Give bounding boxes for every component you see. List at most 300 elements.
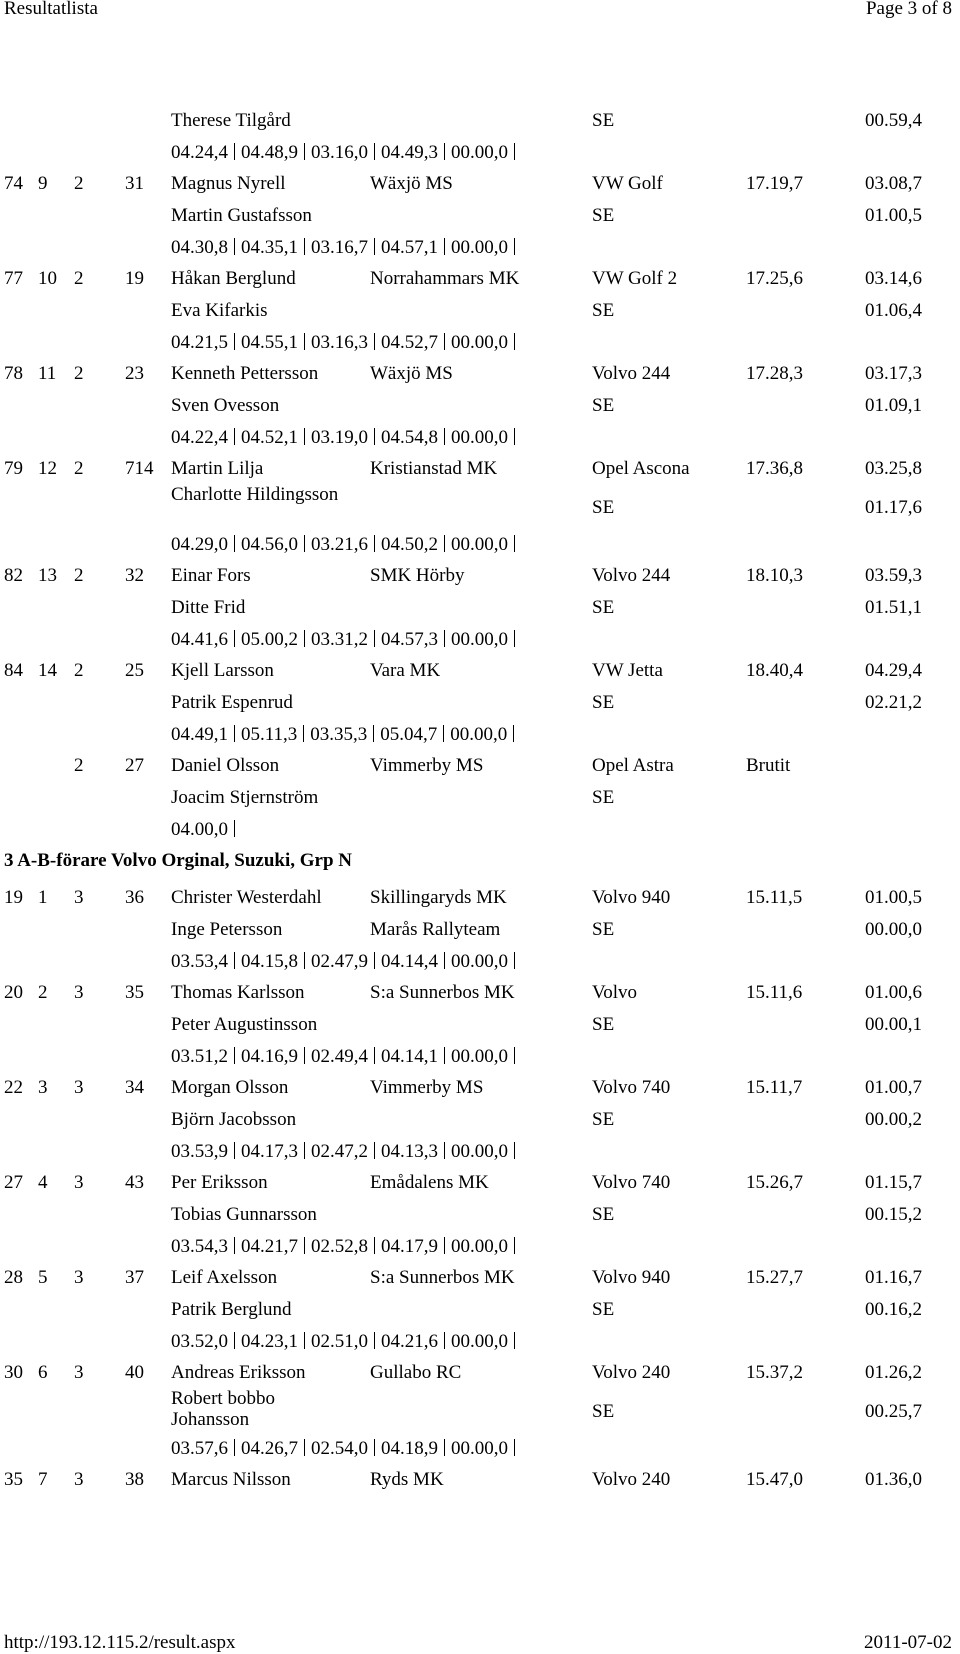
class-number: 2 (74, 458, 84, 479)
split-time: 04.57,1 (381, 237, 438, 258)
split-times (171, 1046, 521, 1068)
split-time: 04.55,1 (241, 332, 298, 353)
split-time: 00.00,0 (451, 951, 508, 972)
split-time: 03.31,2 (311, 629, 368, 650)
split-time: 04.26,7 (241, 1438, 298, 1459)
club-name: S:a Sunnerbos MK (370, 982, 515, 1003)
split-separator (374, 1142, 375, 1159)
class-position: 9 (38, 173, 48, 194)
split-separator (444, 1439, 445, 1456)
split-separator (444, 1237, 445, 1254)
total-time: 18.10,3 (746, 565, 803, 586)
split-time: 00.00,0 (451, 237, 508, 258)
split-times (171, 427, 521, 449)
split-separator (304, 143, 305, 160)
class-number: 3 (74, 887, 84, 908)
overall-position: 35 (4, 1469, 23, 1490)
split-separator (374, 428, 375, 445)
split-time: 02.49,4 (311, 1046, 368, 1067)
split-separator (514, 428, 515, 445)
split-separator (374, 630, 375, 647)
car-model: Opel Astra (592, 755, 674, 776)
driver-name: Martin Lilja (171, 458, 264, 479)
split-time: 05.11,3 (241, 724, 298, 745)
class-number: 3 (74, 982, 84, 1003)
codriver-time: 01.06,4 (865, 300, 922, 321)
split-separator (374, 952, 375, 969)
overall-position: 82 (4, 565, 23, 586)
split-separator (304, 428, 305, 445)
split-time: 02.47,9 (311, 951, 368, 972)
class-position: 2 (38, 982, 48, 1003)
overall-position: 20 (4, 982, 23, 1003)
split-time: 04.17,3 (241, 1141, 298, 1162)
driver-name: Kenneth Pettersson (171, 363, 319, 384)
codriver-name: Ditte Frid (171, 597, 246, 618)
club-name: SMK Hörby (370, 565, 465, 586)
split-separator (514, 952, 515, 969)
split-time: 03.57,6 (171, 1438, 228, 1459)
start-number: 40 (125, 1362, 144, 1383)
start-number: 714 (125, 458, 154, 479)
codriver-time: 00.00,1 (865, 1014, 922, 1035)
class-number: 3 (74, 1469, 84, 1490)
car-model: Opel Ascona (592, 458, 690, 479)
split-separator (304, 1439, 305, 1456)
codriver-name: Joacim Stjernström (171, 787, 319, 808)
split-separator (374, 1047, 375, 1064)
total-time: 15.11,6 (746, 982, 803, 1003)
codriver-nationality: SE (592, 919, 615, 940)
total-time: 17.19,7 (746, 173, 803, 194)
total-time: 17.36,8 (746, 458, 803, 479)
split-separator (443, 725, 444, 742)
split-time: 03.35,3 (310, 724, 368, 745)
codriver-name: Patrik Berglund (171, 1299, 292, 1320)
split-time: 04.48,9 (241, 142, 298, 163)
class-position: 10 (38, 268, 57, 289)
split-time: 04.52,7 (381, 332, 438, 353)
codriver-name: Robert bobbo Johansson (171, 1388, 275, 1430)
split-separator (304, 333, 305, 350)
split-time: 04.18,9 (381, 1438, 438, 1459)
split-times (171, 1236, 521, 1258)
split-separator (234, 333, 235, 350)
start-number: 43 (125, 1172, 144, 1193)
codriver-time: 00.15,2 (865, 1204, 922, 1225)
start-number: 27 (125, 755, 144, 776)
header-page-number: Page 3 of 8 (865, 0, 952, 19)
codriver-nationality: SE (592, 497, 615, 518)
footer-date: 2011-07-02 (864, 1632, 952, 1653)
split-separator (444, 428, 445, 445)
split-time: 02.47,2 (311, 1141, 368, 1162)
car-model: VW Golf 2 (592, 268, 678, 289)
codriver-time: 00.16,2 (865, 1299, 922, 1320)
codriver-time: 01.00,5 (865, 205, 922, 226)
codriver-club: Marås Rallyteam (370, 919, 501, 940)
car-model: Volvo 240 (592, 1362, 671, 1383)
split-separator (514, 1142, 515, 1159)
start-number: 34 (125, 1077, 144, 1098)
codriver-nationality: SE (592, 110, 615, 131)
header-title: Resultatlista (4, 0, 98, 19)
class-position: 12 (38, 458, 57, 479)
codriver-name: Therese Tilgård (171, 110, 291, 131)
split-time: 04.17,9 (381, 1236, 438, 1257)
split-separator (234, 820, 235, 837)
class-position: 6 (38, 1362, 48, 1383)
split-times (171, 1331, 521, 1353)
split-separator (444, 1332, 445, 1349)
codriver-name: Patrik Espenrud (171, 692, 293, 713)
split-separator (304, 238, 305, 255)
driver-name: Håkan Berglund (171, 268, 296, 289)
driver-name: Christer Westerdahl (171, 887, 322, 908)
club-name: S:a Sunnerbos MK (370, 1267, 515, 1288)
club-name: Skillingaryds MK (370, 887, 507, 908)
split-separator (374, 1439, 375, 1456)
split-time: 03.54,3 (171, 1236, 228, 1257)
overall-position: 22 (4, 1077, 23, 1098)
split-separator (234, 1332, 235, 1349)
split-time: 04.22,4 (171, 427, 228, 448)
split-separator (304, 535, 305, 552)
codriver-name: Tobias Gunnarsson (171, 1204, 317, 1225)
split-time: 04.21,6 (381, 1331, 438, 1352)
codriver-time: 00.25,7 (865, 1401, 922, 1422)
start-number: 32 (125, 565, 144, 586)
total-time: 15.11,5 (746, 887, 803, 908)
split-time: 04.29,0 (171, 534, 228, 555)
club-name: Wäxjö MS (370, 363, 453, 384)
car-model: Volvo 940 (592, 887, 671, 908)
split-times (171, 332, 521, 354)
driver-name: Leif Axelsson (171, 1267, 278, 1288)
car-model: Volvo 244 (592, 565, 671, 586)
split-separator (234, 630, 235, 647)
split-time: 00.00,0 (451, 1438, 508, 1459)
split-separator (234, 535, 235, 552)
codriver-nationality: SE (592, 1401, 615, 1422)
driver-name: Andreas Eriksson (171, 1362, 306, 1383)
club-name: Vara MK (370, 660, 441, 681)
split-time: 04.14,1 (381, 1046, 438, 1067)
car-model: VW Jetta (592, 660, 663, 681)
split-time: 00.00,0 (451, 142, 508, 163)
time-diff: 03.14,6 (865, 268, 922, 289)
driver-name: Per Eriksson (171, 1172, 268, 1193)
codriver-time: 02.21,2 (865, 692, 922, 713)
split-separator (234, 238, 235, 255)
club-name: Ryds MK (370, 1469, 444, 1490)
footer-url[interactable]: http://193.12.115.2/result.aspx (4, 1632, 236, 1653)
split-separator (374, 333, 375, 350)
codriver-time: 00.00,0 (865, 919, 922, 940)
split-separator (444, 1142, 445, 1159)
split-time: 03.16,7 (311, 237, 368, 258)
split-separator (444, 535, 445, 552)
split-time: 00.00,0 (450, 724, 508, 745)
club-name: Emådalens MK (370, 1172, 489, 1193)
class-number: 2 (74, 173, 84, 194)
split-separator (234, 725, 235, 742)
split-separator (234, 428, 235, 445)
class-number: 2 (74, 565, 84, 586)
codriver-nationality: SE (592, 1299, 615, 1320)
class-position: 5 (38, 1267, 48, 1288)
time-diff: 01.00,6 (865, 982, 922, 1003)
codriver-name: Björn Jacobsson (171, 1109, 297, 1130)
class-number: 2 (74, 660, 84, 681)
codriver-nationality: SE (592, 1204, 615, 1225)
split-times (171, 951, 521, 973)
split-time: 03.19,0 (311, 427, 368, 448)
codriver-time: 01.51,1 (865, 597, 922, 618)
split-separator (514, 333, 515, 350)
split-time: 00.00,0 (451, 1331, 508, 1352)
club-name: Norrahammars MK (370, 268, 520, 289)
split-separator (304, 630, 305, 647)
time-diff: 03.59,3 (865, 565, 922, 586)
class-position: 13 (38, 565, 57, 586)
start-number: 38 (125, 1469, 144, 1490)
car-model: VW Golf (592, 173, 663, 194)
driver-name: Magnus Nyrell (171, 173, 286, 194)
overall-position: 77 (4, 268, 23, 289)
split-time: 04.52,1 (241, 427, 298, 448)
total-time: 18.40,4 (746, 660, 803, 681)
split-separator (444, 952, 445, 969)
split-time: 04.15,8 (241, 951, 298, 972)
split-time: 04.23,1 (241, 1331, 298, 1352)
car-model: Volvo 244 (592, 363, 671, 384)
split-time: 00.00,0 (451, 534, 508, 555)
split-time: 00.00,0 (451, 1236, 508, 1257)
split-time: 04.16,9 (241, 1046, 298, 1067)
split-separator (234, 1142, 235, 1159)
split-times (171, 629, 521, 651)
total-time: 15.37,2 (746, 1362, 803, 1383)
split-separator (514, 630, 515, 647)
start-number: 23 (125, 363, 144, 384)
class-heading: 3 A-B-förare Volvo Orginal, Suzuki, Grp N (4, 850, 353, 871)
club-name: Vimmerby MS (370, 755, 484, 776)
split-time: 00.00,0 (451, 629, 508, 650)
codriver-time: 01.09,1 (865, 395, 922, 416)
overall-position: 27 (4, 1172, 23, 1193)
class-number: 3 (74, 1267, 84, 1288)
split-separator (374, 535, 375, 552)
split-times (171, 534, 521, 556)
split-time: 00.00,0 (451, 332, 508, 353)
car-model: Volvo (592, 982, 638, 1003)
split-time: 02.51,0 (311, 1331, 368, 1352)
split-separator (304, 1047, 305, 1064)
split-separator (514, 1439, 515, 1456)
split-separator (514, 1047, 515, 1064)
split-separator (514, 1332, 515, 1349)
split-time: 00.00,0 (451, 427, 508, 448)
split-separator (234, 952, 235, 969)
time-diff: 04.29,4 (865, 660, 922, 681)
driver-name: Morgan Olsson (171, 1077, 289, 1098)
driver-name: Einar Fors (171, 565, 251, 586)
split-separator (373, 725, 374, 742)
class-position: 14 (38, 660, 57, 681)
split-time: 04.56,0 (241, 534, 298, 555)
overall-position: 30 (4, 1362, 23, 1383)
class-number: 2 (74, 268, 84, 289)
car-model: Volvo 740 (592, 1077, 671, 1098)
split-time: 04.30,8 (171, 237, 228, 258)
split-time: 04.49,3 (381, 142, 438, 163)
codriver-time: 00.00,2 (865, 1109, 922, 1130)
split-time: 03.51,2 (171, 1046, 228, 1067)
time-diff: 01.00,5 (865, 887, 922, 908)
codriver-nationality: SE (592, 395, 615, 416)
split-separator (444, 333, 445, 350)
split-times (171, 1141, 521, 1163)
split-times (171, 819, 241, 841)
split-time: 03.53,9 (171, 1141, 228, 1162)
class-number: 2 (74, 363, 84, 384)
time-diff: 01.15,7 (865, 1172, 922, 1193)
split-time: 05.00,2 (241, 629, 298, 650)
split-separator (374, 238, 375, 255)
split-time: 03.21,6 (311, 534, 368, 555)
split-times (171, 142, 521, 164)
codriver-name: Martin Gustafsson (171, 205, 312, 226)
codriver-nationality: SE (592, 300, 615, 321)
codriver-nationality: SE (592, 787, 615, 808)
split-separator (444, 630, 445, 647)
club-name: Vimmerby MS (370, 1077, 484, 1098)
split-time: 04.35,1 (241, 237, 298, 258)
class-position: 3 (38, 1077, 48, 1098)
total-time: 15.27,7 (746, 1267, 803, 1288)
split-time: 04.41,6 (171, 629, 228, 650)
split-separator (234, 1237, 235, 1254)
overall-position: 28 (4, 1267, 23, 1288)
codriver-name: Peter Augustinsson (171, 1014, 318, 1035)
club-name: Kristianstad MK (370, 458, 498, 479)
split-separator (374, 1332, 375, 1349)
total-time: 15.26,7 (746, 1172, 803, 1193)
split-separator (303, 725, 304, 742)
codriver-nationality: SE (592, 1014, 615, 1035)
overall-position: 84 (4, 660, 23, 681)
split-time: 04.49,1 (171, 724, 228, 745)
split-time: 03.52,0 (171, 1331, 228, 1352)
split-separator (304, 1237, 305, 1254)
split-separator (514, 238, 515, 255)
split-time: 04.21,5 (171, 332, 228, 353)
start-number: 37 (125, 1267, 144, 1288)
split-time: 02.52,8 (311, 1236, 368, 1257)
overall-position: 78 (4, 363, 23, 384)
codriver-nationality: SE (592, 692, 615, 713)
start-number: 31 (125, 173, 144, 194)
split-separator (234, 1047, 235, 1064)
split-separator (304, 1142, 305, 1159)
car-model: Volvo 940 (592, 1267, 671, 1288)
split-times (171, 724, 520, 746)
overall-position: 74 (4, 173, 23, 194)
split-time: 04.00,0 (171, 819, 228, 840)
split-time: 05.04,7 (380, 724, 438, 745)
split-separator (444, 143, 445, 160)
split-time: 02.54,0 (311, 1438, 368, 1459)
driver-name: Daniel Olsson (171, 755, 280, 776)
time-diff: 03.25,8 (865, 458, 922, 479)
codriver-time: 01.17,6 (865, 497, 922, 518)
start-number: 35 (125, 982, 144, 1003)
car-model: Volvo 740 (592, 1172, 671, 1193)
overall-position: 19 (4, 887, 23, 908)
split-time: 04.24,4 (171, 142, 228, 163)
split-time: 03.16,0 (311, 142, 368, 163)
codriver-name: Inge Petersson (171, 919, 283, 940)
split-separator (514, 1237, 515, 1254)
split-separator (514, 535, 515, 552)
class-number: 3 (74, 1172, 84, 1193)
split-time: 03.16,3 (311, 332, 368, 353)
split-separator (234, 1439, 235, 1456)
total-time: 15.47,0 (746, 1469, 803, 1490)
class-position: 4 (38, 1172, 48, 1193)
split-separator (514, 143, 515, 160)
split-time: 00.00,0 (451, 1046, 508, 1067)
total-time: Brutit (746, 755, 791, 776)
time-diff: 03.17,3 (865, 363, 922, 384)
total-time: 17.28,3 (746, 363, 803, 384)
split-time: 04.57,3 (381, 629, 438, 650)
codriver-nationality: SE (592, 597, 615, 618)
codriver-name: Eva Kifarkis (171, 300, 268, 321)
club-name: Gullabo RC (370, 1362, 462, 1383)
start-number: 19 (125, 268, 144, 289)
class-number: 2 (74, 755, 84, 776)
time-diff: 01.16,7 (865, 1267, 922, 1288)
codriver-name: Sven Ovesson (171, 395, 280, 416)
class-position: 7 (38, 1469, 48, 1490)
time-diff: 03.08,7 (865, 173, 922, 194)
club-name: Wäxjö MS (370, 173, 453, 194)
driver-name: Marcus Nilsson (171, 1469, 291, 1490)
split-times (171, 237, 521, 259)
codriver-time: 00.59,4 (865, 110, 922, 131)
split-separator (374, 1237, 375, 1254)
class-number: 3 (74, 1362, 84, 1383)
split-separator (304, 952, 305, 969)
split-separator (513, 725, 514, 742)
class-position: 1 (38, 887, 48, 908)
split-time: 04.54,8 (381, 427, 438, 448)
split-time: 04.50,2 (381, 534, 438, 555)
codriver-name: Charlotte Hildingsson (171, 484, 339, 505)
split-time: 04.14,4 (381, 951, 438, 972)
overall-position: 79 (4, 458, 23, 479)
split-time: 00.00,0 (451, 1141, 508, 1162)
driver-name: Kjell Larsson (171, 660, 274, 681)
total-time: 17.25,6 (746, 268, 803, 289)
split-separator (444, 238, 445, 255)
split-time: 04.13,3 (381, 1141, 438, 1162)
split-separator (374, 143, 375, 160)
total-time: 15.11,7 (746, 1077, 803, 1098)
class-position: 11 (38, 363, 57, 384)
